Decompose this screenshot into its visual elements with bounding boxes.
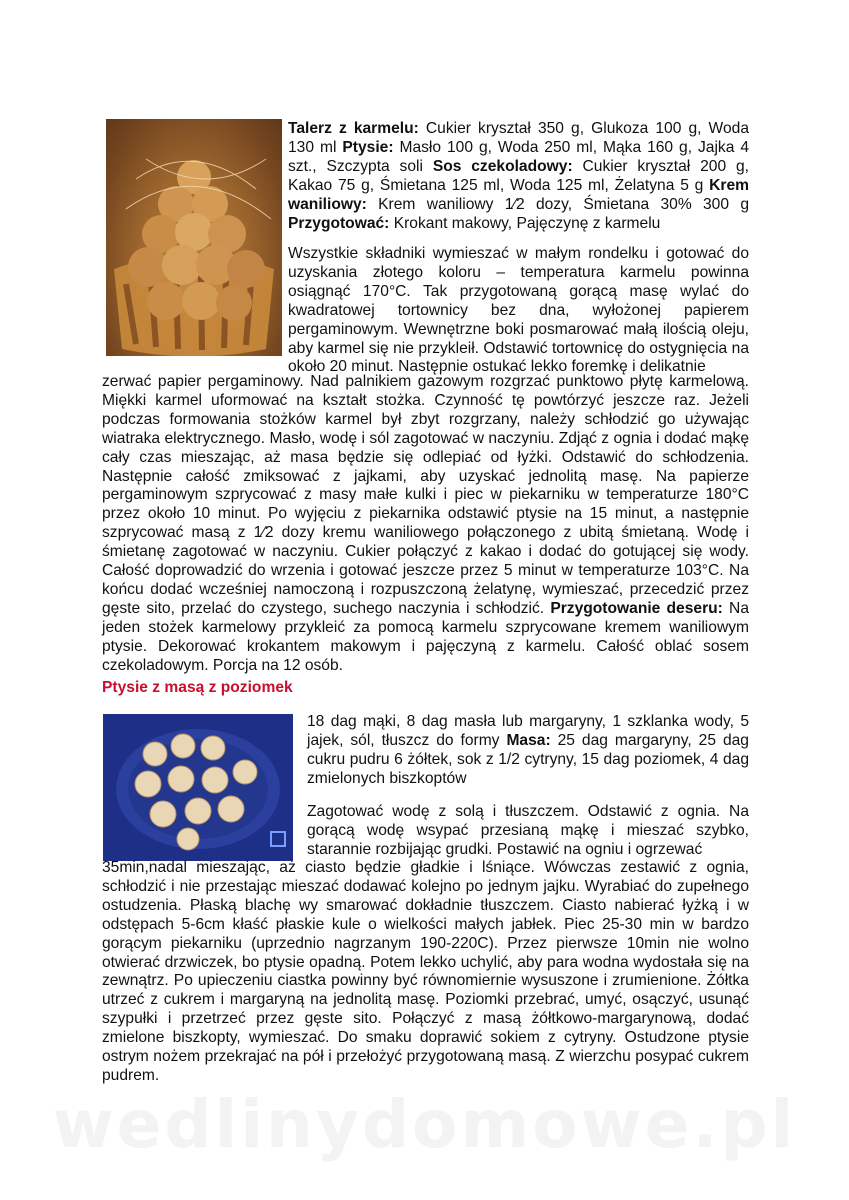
text-run: Na jeden stożek karmelowy przykleić za pomocą karmelu szprycowane kremem waniliowym ptysie. Dekorować krokantem makowym i pajęczyną z karmelu. Całość oblać sosem czekoladowym. Porcja na 12 osób. (102, 599, 749, 674)
bold-label: Przygotowanie deseru: (550, 599, 723, 617)
recipe2-ingredients (307, 713, 749, 789)
text-run: Cukier kryształ 200 g, Kakao 75 g, Śmietana 125 ml, Woda 125 ml, Żelatyna 5 g (288, 157, 749, 194)
recipe2-instructions-part1: Zagotować wodę z solą i tłuszczem. Odstawić z ognia. Na gorącą wodę wsypać przesianą mąkę i mieszać szybko, starannie rozbijając grudki. Postawić na ogniu i ogrzewać (307, 803, 749, 858)
text-run: Masło 100 g, Woda 250 ml, Mąka 160 g, Jajka 4 szt., Szczypta soli (288, 138, 750, 175)
text-run: 18 dag mąki, 8 dag masła lub margaryny, 1 szklanka wody, 5 jajek, sól, tłuszcz do formy (307, 713, 749, 749)
recipe1-ingredients (288, 120, 749, 233)
bold-label: Krem waniliowy: (288, 176, 749, 213)
text-run: Krem waniliowy 1⁄2 dozy, Śmietana 30% 300 g (366, 195, 749, 213)
cream-puffs-photo (103, 714, 293, 861)
croquembouche-photo (106, 119, 282, 356)
text-run: Krokant makowy, Pajęczynę z karmelu (389, 214, 661, 232)
bold-label: Masa: (506, 731, 551, 749)
text-run: zerwać papier pergaminowy. Nad palnikiem gazowym rozgrzać punktowo płytę karmelową. Miękki karmel uformować na kształt stożka. Czynność tę powtórzyć jeszcze raz. Jeżeli podczas formowania stożków karmel był zbyt rozgrzany, należy schłodzić go używając wiatraka elektrycznego. Masło, wodę i sól zagotować w naczyniu. Zdjąć z ognia i dodać mąkę cały czas mieszając, aż masa będzie się odlepiać od łyżki. Odstawić do schłodzenia. Następnie całość zmiksować z jajkami, aby uzyskać jednolitą masę. Na papierze pergaminowym szprycować z masy małe kulki i piec w piekarniku w temperaturze 180°C przez około 10 minut. Po wyjęciu z piekarnika odstawić ptysie na 15 minut, a następnie szprycować masą z 1⁄2 dozy kremu waniliowego połączonego z ubitą śmietaną. Wodę i śmietanę zagotować w naczyniu. Cukier połączyć z kakao i dodać do gotującej się wody. Całość doprowadzić do wrzenia i gotować jeszcze przez 5 minut w temperaturze 103°C. Na końcu dodać wcześniej namoczoną i rozpuszczoną żelatynę, wymieszać, przecedzić przez gęste sito, przelać do czystego, suchego naczynia i schłodzić. (102, 373, 749, 617)
text-run: Cukier kryształ 350 g, Glukoza 100 g, Woda 130 ml (288, 120, 749, 156)
bold-label: Sos czekoladowy: (432, 157, 573, 175)
bold-label: Przygotować: (288, 214, 390, 232)
bold-label: Talerz z karmelu: (288, 120, 419, 137)
bold-label: Ptysie: (342, 138, 394, 156)
cream-puffs-illustration (103, 714, 293, 861)
text-run: 25 dag margaryny, 25 dag cukru pudru 6 żółtek, sok z 1/2 cytryny, 15 dag poziomek, 4 dag zmielonych biszkoptów (307, 731, 749, 787)
recipe1-instructions-part1: Wszystkie składniki wymieszać w małym rondelku i gotować do uzyskania złotego koloru – temperatura karmelu powinna osiągnąć 170°C. Tak przygotowaną gorącą masę wylać do kwadratowej tortownicy bez dna, wyłożonej papierem pergaminowym. Wewnętrzne boki posmarować małą ilością oleju, aby karmel się nie przykleił. Odstawić tortownicę do ostygnięcia na około 20 minut. Następnie ostukać lekko foremkę i delikatnie (288, 245, 749, 376)
croquembouche-illustration (106, 119, 282, 356)
site-watermark: wedlinydomowe.pl (52, 1086, 797, 1163)
recipe2-title: Ptysie z masą z poziomek (102, 679, 293, 696)
recipe2-instructions-part2: 35min,nadal mieszając, aż ciasto będzie gładkie i lśniące. Wówczas zestawić z ognia, schłodzić i nie przestając mieszać dodawać kolejno po jednym jajku. Wyrabiać do zupełnego ostudzenia. Płaską blachę wy smarować dokładnie tłuszczem. Ciasto nabierać łyżką i w odstępach 5-6cm kłaść płaskie kule o wielkości małych jabłek. Piec 25-30 min w bardzo gorącym piekarniku (uprzednio nagrzanym 190-220C). Przez pierwsze 10min nie wolno otwierać drzwiczek, bo ptysie opadną. Potem lekko uchylić, aby para wodna wydostała się na zewnątrz. Po upieczeniu ciastka powinny być równomiernie wysuszone i zrumienione. Żółtka utrzeć z cukrem i margaryną na jednolitą masę. Poziomki przebrać, umyć, osączyć, usunąć szypułki i przetrzeć przez gęste sito. Połączyć z masą żółtkowo-margarynową, dodać zmielone biszkopty, wymieszać. Do smaku doprawić sokiem z cytryny. Ostudzone ptysie ostrym nożem przekrajać na pół i przełożyć przygotowaną masą. Z wierzchu posypać cukrem pudrem. (102, 859, 749, 1084)
recipe1-instructions-part2 (102, 373, 749, 676)
